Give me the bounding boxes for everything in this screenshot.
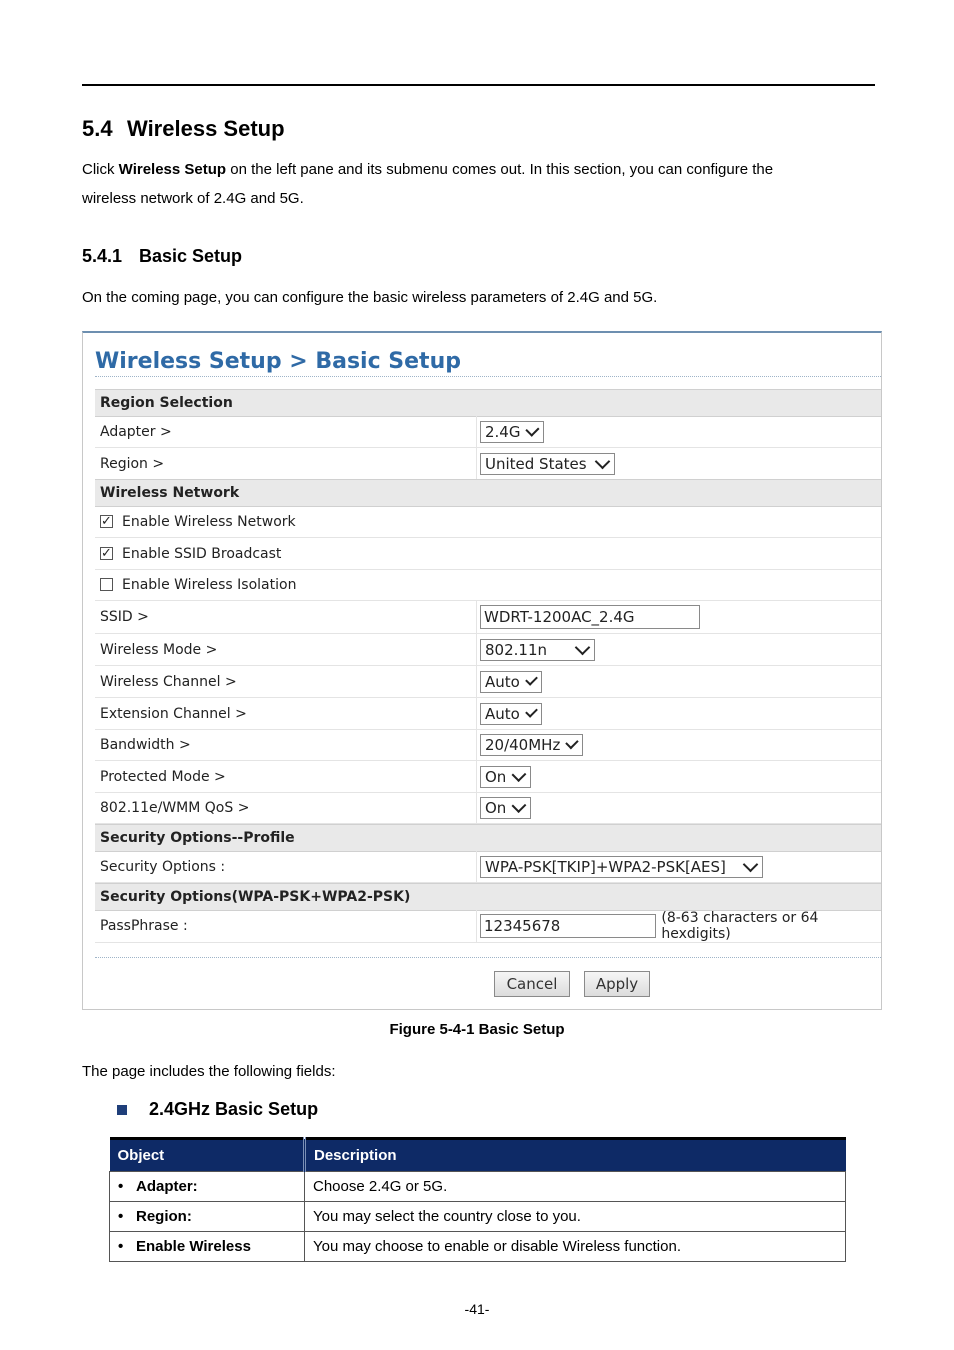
wpa-section-label: Security Options(WPA-PSK+WPA2-PSK) bbox=[100, 889, 411, 905]
region-label: Region > bbox=[100, 455, 165, 472]
channel-value: Auto bbox=[485, 672, 520, 691]
security-label: Security Options : bbox=[100, 858, 226, 875]
wireless-section-label: Wireless Network bbox=[100, 485, 240, 501]
adapter-select[interactable] bbox=[480, 421, 544, 443]
title-divider bbox=[95, 376, 881, 377]
object-text: Adapter: bbox=[136, 1178, 198, 1195]
enable-wireless-checkbox[interactable]: ✓ bbox=[101, 514, 112, 529]
bullet-heading bbox=[117, 1099, 318, 1120]
enable-ssid-row bbox=[95, 538, 881, 570]
ext-channel-value: Auto bbox=[485, 704, 520, 723]
security-select[interactable] bbox=[480, 856, 763, 878]
wireless-section-header bbox=[95, 479, 881, 507]
protected-select[interactable] bbox=[480, 766, 531, 788]
square-bullet-icon bbox=[117, 1105, 127, 1115]
ssid-input[interactable]: WDRT-1200AC_2.4G bbox=[480, 605, 700, 629]
cancel-button[interactable]: Cancel bbox=[494, 971, 570, 997]
bandwidth-select[interactable] bbox=[480, 734, 583, 756]
chevron-down-icon bbox=[525, 705, 538, 718]
ext-channel-select[interactable] bbox=[480, 703, 542, 725]
chevron-down-icon bbox=[525, 673, 538, 686]
subsection-title: Basic Setup bbox=[139, 246, 243, 266]
table-row bbox=[110, 1172, 846, 1202]
adapter-label: Adapter > bbox=[100, 423, 172, 440]
security-profile-label: Security Options--Profile bbox=[100, 830, 295, 846]
adapter-value: 2.4G bbox=[485, 422, 521, 441]
chevron-down-icon bbox=[512, 767, 527, 782]
column-divider bbox=[476, 601, 477, 824]
enable-ssid-checkbox[interactable]: ✓ bbox=[101, 546, 112, 561]
mode-label: Wireless Mode > bbox=[100, 641, 218, 658]
enable-isolation-label: Enable Wireless Isolation bbox=[122, 576, 297, 593]
table-row bbox=[110, 1202, 846, 1232]
fields-intro: The page includes the following fields: bbox=[82, 1063, 336, 1080]
table-cell-description: You may select the country close to you. bbox=[305, 1202, 846, 1232]
table-header-description: Description bbox=[305, 1139, 846, 1172]
intro-paragraph bbox=[82, 155, 872, 213]
bullet-dot-icon: • bbox=[118, 1208, 124, 1225]
section-heading bbox=[82, 116, 285, 142]
table-cell-description: You may choose to enable or disable Wireless function. bbox=[305, 1232, 846, 1262]
enable-isolation-row bbox=[95, 569, 881, 601]
ssid-label: SSID > bbox=[100, 609, 149, 625]
region-row bbox=[95, 448, 881, 480]
object-text: Region: bbox=[136, 1208, 192, 1225]
chevron-down-icon bbox=[575, 639, 591, 655]
screenshot-title: Wireless Setup > Basic Setup bbox=[95, 349, 461, 374]
bullet-heading-text: 2.4GHz Basic Setup bbox=[149, 1099, 319, 1119]
wpa-section-header bbox=[95, 883, 881, 911]
passphrase-row bbox=[95, 910, 881, 943]
protected-label: Protected Mode > bbox=[100, 768, 226, 785]
ext-channel-row bbox=[95, 698, 881, 730]
mode-row bbox=[95, 634, 881, 666]
passphrase-label: PassPhrase : bbox=[100, 918, 188, 934]
table-cell-object bbox=[110, 1172, 305, 1202]
region-select[interactable] bbox=[480, 453, 615, 475]
subsection-number: 5.4.1 bbox=[82, 246, 123, 266]
section-title: Wireless Setup bbox=[127, 116, 285, 141]
fields-table bbox=[109, 1137, 846, 1262]
wmm-row bbox=[95, 792, 881, 824]
intro-bold: Wireless Setup bbox=[118, 161, 227, 178]
chevron-down-icon bbox=[743, 856, 759, 872]
passphrase-input[interactable]: 12345678 bbox=[480, 914, 656, 938]
security-profile-header bbox=[95, 824, 881, 852]
enable-wireless-row bbox=[95, 506, 881, 538]
bandwidth-row bbox=[95, 729, 881, 761]
channel-row bbox=[95, 666, 881, 698]
table-header-object: Object bbox=[110, 1139, 305, 1172]
protected-row bbox=[95, 761, 881, 793]
table-header-row bbox=[110, 1139, 846, 1172]
figure-caption: Figure 5-4-1 Basic Setup bbox=[389, 1021, 565, 1038]
ssid-row bbox=[95, 601, 881, 634]
table-cell-object bbox=[110, 1232, 305, 1262]
mode-select[interactable] bbox=[480, 639, 595, 661]
section-number: 5.4 bbox=[82, 116, 113, 141]
bandwidth-value: 20/40MHz bbox=[485, 735, 561, 754]
adapter-row bbox=[95, 416, 881, 448]
chevron-down-icon bbox=[595, 453, 611, 469]
footer-divider bbox=[95, 957, 881, 958]
bullet-dot-icon: • bbox=[118, 1238, 124, 1255]
chevron-down-icon bbox=[512, 798, 527, 813]
channel-label: Wireless Channel > bbox=[100, 673, 237, 690]
mode-value: 802.11n bbox=[485, 640, 547, 659]
channel-select[interactable] bbox=[480, 671, 542, 693]
table-cell-object bbox=[110, 1202, 305, 1232]
region-section-header bbox=[95, 389, 881, 417]
column-divider bbox=[476, 416, 477, 479]
security-value: WPA-PSK[TKIP]+WPA2-PSK[AES] bbox=[485, 857, 726, 876]
passphrase-hint: (8-63 characters or 64 hexdigits) bbox=[661, 910, 819, 942]
intro-line2: wireless network of 2.4G and 5G. bbox=[82, 190, 304, 207]
column-divider bbox=[476, 910, 477, 942]
enable-wireless-label: Enable Wireless Network bbox=[122, 513, 296, 530]
security-row bbox=[95, 851, 881, 883]
wmm-value: On bbox=[485, 798, 507, 817]
wmm-select[interactable] bbox=[480, 797, 531, 819]
wmm-label: 802.11e/WMM QoS > bbox=[100, 799, 250, 816]
sub-intro: On the coming page, you can configure the basic wireless parameters of 2.4G and 5G. bbox=[82, 289, 658, 306]
region-section-label: Region Selection bbox=[100, 395, 233, 411]
bandwidth-label: Bandwidth > bbox=[100, 736, 191, 753]
intro-suffix: on the left pane and its submenu comes out. In this section, you can configure the bbox=[226, 161, 774, 178]
table-row bbox=[110, 1232, 846, 1262]
protected-value: On bbox=[485, 767, 507, 786]
column-divider bbox=[476, 851, 477, 882]
enable-ssid-label: Enable SSID Broadcast bbox=[122, 545, 282, 562]
chevron-down-icon bbox=[526, 422, 540, 436]
enable-isolation-checkbox[interactable] bbox=[100, 578, 113, 591]
header-rule bbox=[82, 84, 875, 86]
basic-setup-screenshot bbox=[82, 331, 882, 1010]
page-number: -41- bbox=[464, 1301, 490, 1317]
chevron-down-icon bbox=[566, 735, 579, 748]
subsection-heading bbox=[82, 246, 242, 267]
apply-button[interactable]: Apply bbox=[584, 971, 650, 997]
region-value: United States bbox=[485, 454, 587, 473]
intro-prefix: Click bbox=[82, 161, 119, 178]
table-cell-description: Choose 2.4G or 5G. bbox=[305, 1172, 846, 1202]
object-text: Enable Wireless bbox=[136, 1238, 251, 1255]
bullet-dot-icon: • bbox=[118, 1178, 124, 1195]
ext-channel-label: Extension Channel > bbox=[100, 705, 247, 722]
